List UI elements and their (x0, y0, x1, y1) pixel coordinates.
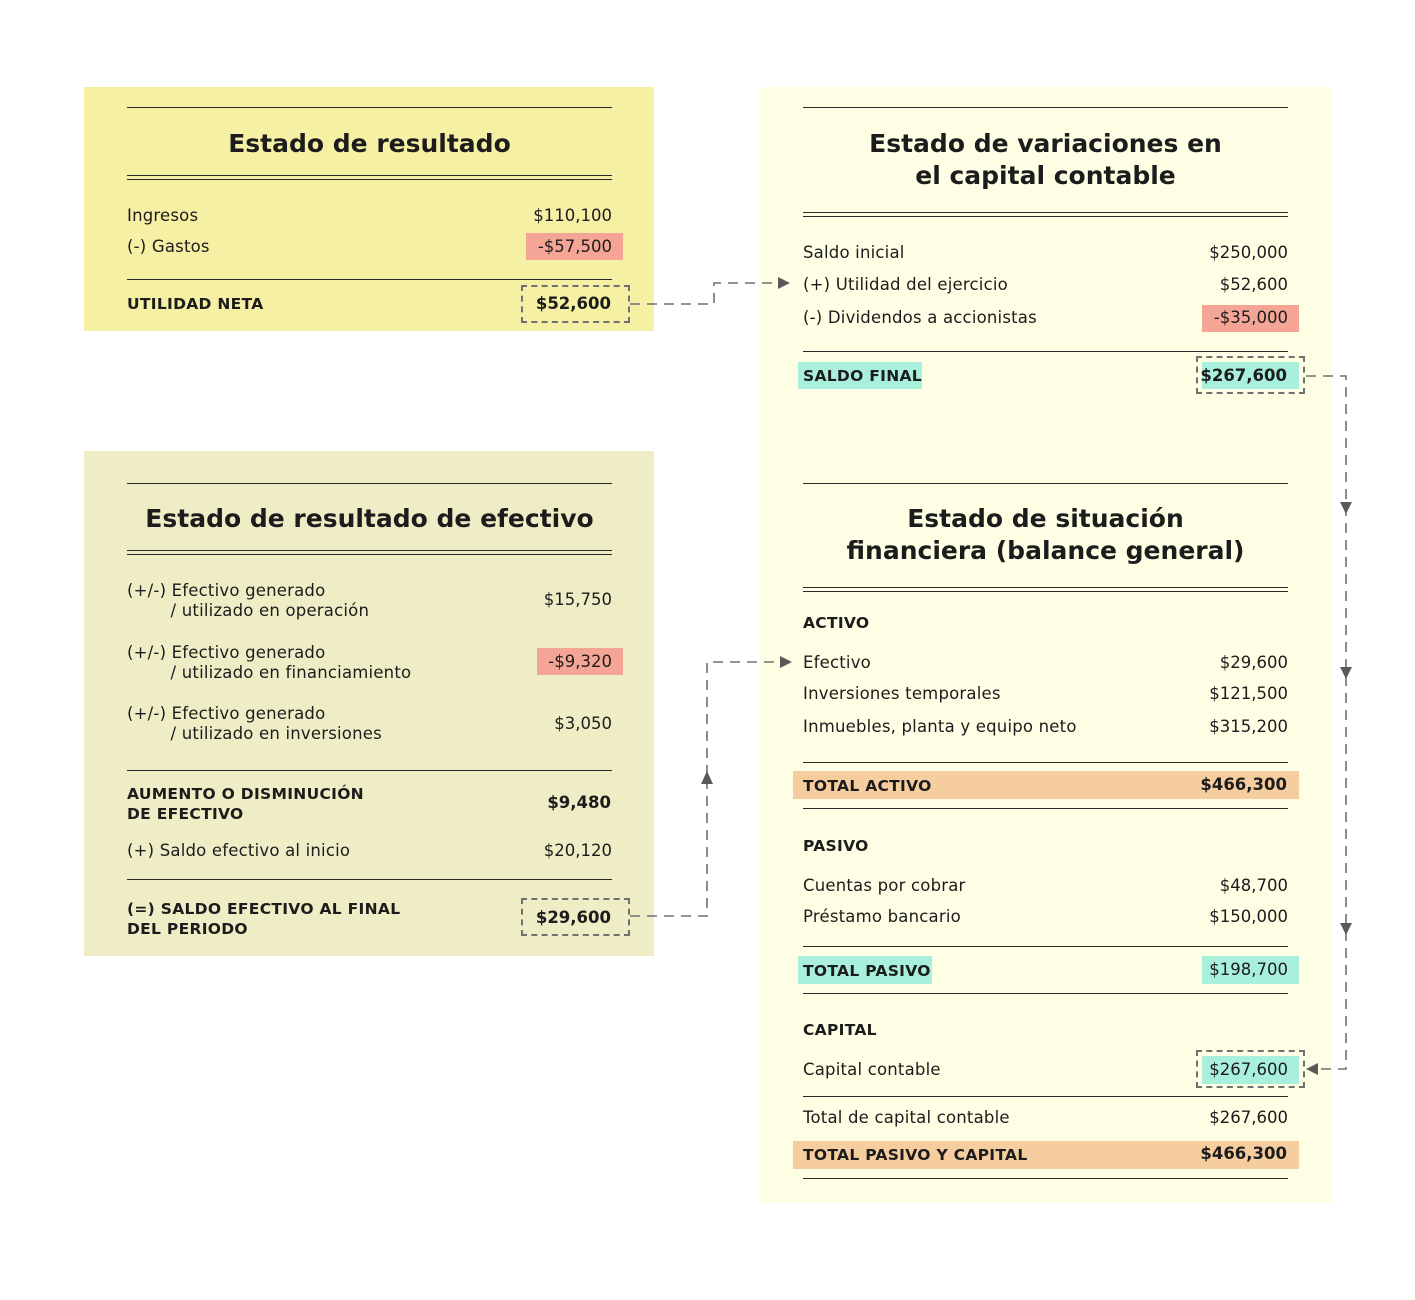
utilidad-ejercicio-value: $52,600 (1219, 275, 1288, 294)
section-rule (127, 279, 612, 280)
arrow-head-icon (701, 771, 713, 784)
title-top-rule (803, 107, 1288, 108)
financiamiento-label: (+/-) Efectivo generado / utilizado en financiamiento (127, 643, 412, 682)
aumento-value: $9,480 (547, 793, 611, 812)
ingresos-label: Ingresos (127, 206, 199, 225)
title-bottom-rule (127, 550, 612, 555)
section-rule (803, 946, 1288, 947)
estado-efectivo-title: Estado de resultado de efectivo (145, 504, 594, 533)
efectivo-label: Efectivo (803, 653, 871, 672)
title-bottom-rule (803, 212, 1288, 217)
title-bottom-rule (127, 175, 612, 180)
inversiones-value: $3,050 (554, 714, 612, 733)
estado-variaciones-title: Estado de variaciones en el capital contable (869, 129, 1222, 190)
total-capital-label: Total de capital contable (803, 1108, 1010, 1127)
section-rule (803, 993, 1288, 994)
inversiones-temporales-label: Inversiones temporales (803, 684, 1001, 703)
section-rule (803, 1096, 1288, 1097)
saldo-inicio-value: $20,120 (543, 841, 612, 860)
ingresos-value: $110,100 (533, 206, 612, 225)
section-rule (803, 808, 1288, 809)
balance-general-title: Estado de situación financiera (balance general) (846, 504, 1245, 565)
prestamo-label: Préstamo bancario (803, 907, 961, 926)
saldo-inicial-label: Saldo inicial (803, 243, 905, 262)
total-activo-value: $466,300 (1200, 775, 1287, 794)
saldo-inicio-label: (+) Saldo efectivo al inicio (127, 841, 351, 860)
title-bottom-rule (803, 587, 1288, 592)
section-rule (803, 762, 1288, 763)
capital-header: CAPITAL (803, 1021, 877, 1039)
saldo-final-value: $267,600 (1200, 366, 1287, 385)
saldo-final-efectivo-value: $29,600 (535, 908, 611, 927)
inmuebles-label: Inmuebles, planta y equipo neto (803, 717, 1077, 736)
arrow-head-icon (1340, 502, 1352, 514)
capital-contable-value: $267,600 (1209, 1060, 1288, 1079)
prestamo-value: $150,000 (1209, 907, 1288, 926)
saldo-final-label: SALDO FINAL (803, 367, 922, 385)
title-top-rule (803, 483, 1288, 484)
utilidad-neta-value: $52,600 (535, 294, 611, 313)
total-capital-value: $267,600 (1209, 1108, 1288, 1127)
saldo-final-efectivo-label: (=) SALDO EFECTIVO AL FINAL DEL PERIODO (127, 900, 401, 938)
estado-resultado-title: Estado de resultado (228, 129, 511, 158)
arrow-head-icon (1340, 667, 1352, 679)
section-rule (127, 879, 612, 880)
gastos-label: (-) Gastos (127, 237, 210, 256)
dividendos-value: -$35,000 (1213, 308, 1288, 327)
arrow-head-icon (1340, 923, 1352, 935)
utilidad-neta-label: UTILIDAD NETA (127, 295, 264, 313)
inversiones-temporales-value: $121,500 (1209, 684, 1288, 703)
total-activo-label: TOTAL ACTIVO (803, 777, 932, 795)
activo-header: ACTIVO (803, 614, 870, 632)
total-pasivo-capital-label: TOTAL PASIVO Y CAPITAL (803, 1146, 1028, 1164)
total-pasivo-label: TOTAL PASIVO (803, 962, 931, 980)
section-rule (803, 351, 1288, 352)
operacion-label: (+/-) Efectivo generado / utilizado en operación (127, 581, 370, 620)
pasivo-header: PASIVO (803, 837, 869, 855)
inversiones-label: (+/-) Efectivo generado / utilizado en inversiones (127, 704, 382, 743)
utilidad-ejercicio-label: (+) Utilidad del ejercicio (803, 275, 1008, 294)
cuentas-label: Cuentas por cobrar (803, 876, 966, 895)
total-pasivo-value: $198,700 (1209, 960, 1288, 979)
bottom-rule (803, 1178, 1288, 1179)
gastos-value: -$57,500 (537, 237, 612, 256)
saldo-inicial-value: $250,000 (1209, 243, 1288, 262)
total-pasivo-capital-value: $466,300 (1200, 1144, 1287, 1163)
capital-contable-label: Capital contable (803, 1060, 941, 1079)
aumento-label: AUMENTO O DISMINUCIÓN DE EFECTIVO (127, 785, 364, 823)
financiamiento-value: -$9,320 (548, 652, 612, 671)
dividendos-label: (-) Dividendos a accionistas (803, 308, 1037, 327)
operacion-value: $15,750 (543, 590, 612, 609)
inmuebles-value: $315,200 (1209, 717, 1288, 736)
cuentas-value: $48,700 (1219, 876, 1288, 895)
efectivo-value: $29,600 (1219, 653, 1288, 672)
section-rule (127, 770, 612, 771)
title-top-rule (127, 107, 612, 108)
title-top-rule (127, 483, 612, 484)
